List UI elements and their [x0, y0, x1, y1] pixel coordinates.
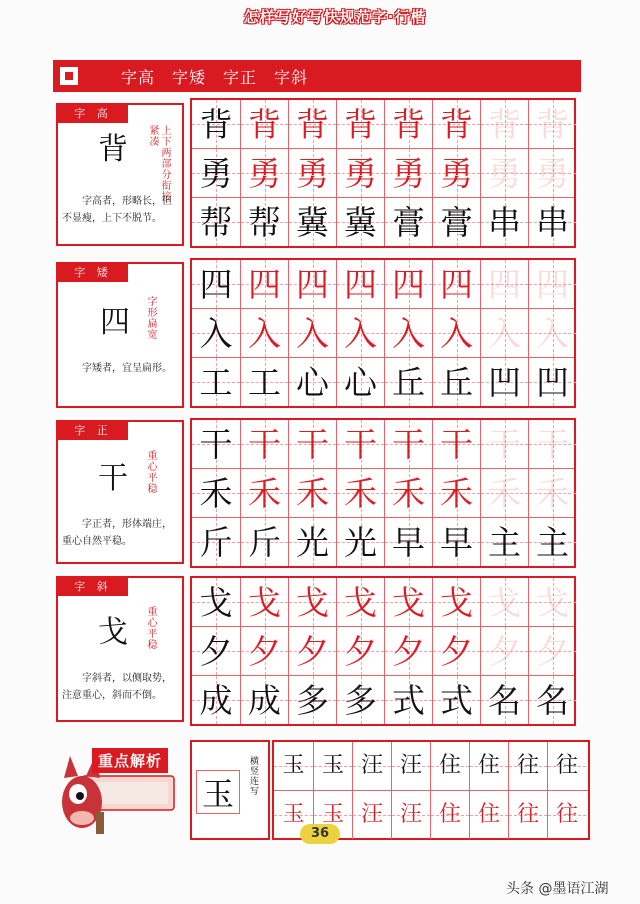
- key-cell: 玉: [313, 791, 352, 839]
- section-card-short: [56, 262, 184, 408]
- practice-grid-short: [190, 258, 576, 408]
- key-cell: 往: [547, 742, 586, 790]
- practice-grid-slanted: [190, 576, 576, 726]
- section-label: 字 斜: [58, 578, 128, 596]
- model-cell: 凹: [480, 358, 528, 406]
- lesson-title-band: [53, 60, 581, 92]
- trace-cell: 夕: [432, 627, 480, 675]
- model-cell: 丘: [432, 358, 480, 406]
- model-cell: 成: [240, 676, 288, 724]
- key-row: [274, 742, 588, 790]
- page-number: 36: [300, 824, 340, 844]
- model-cell: 斤: [192, 518, 240, 566]
- key-cell: 汪: [391, 742, 430, 790]
- model-cell: 工: [192, 358, 240, 406]
- practice-row: [192, 420, 574, 468]
- section-description: 字正者，形体端庄，重心自然平稳。: [62, 519, 172, 547]
- example-char: 背: [98, 132, 128, 167]
- faint-cell: 入: [480, 309, 528, 357]
- practice-row: [192, 626, 574, 675]
- practice-row: [192, 468, 574, 517]
- faint-cell: 背: [528, 100, 576, 148]
- faint-cell: 禾: [528, 469, 576, 517]
- key-cell: 往: [508, 791, 547, 839]
- key-analysis-title: 重点解析: [92, 748, 168, 773]
- trace-cell: 禾: [432, 469, 480, 517]
- model-cell: 斤: [240, 518, 288, 566]
- trace-cell: 戈: [384, 578, 432, 626]
- trace-cell: 入: [240, 309, 288, 357]
- key-cell: 往: [508, 742, 547, 790]
- key-cell: 玉: [274, 791, 313, 839]
- model-cell: 多: [336, 676, 384, 724]
- key-cell: 住: [430, 791, 469, 839]
- trace-cell: 夕: [336, 627, 384, 675]
- trace-cell: 背: [336, 100, 384, 148]
- practice-row: [192, 260, 574, 308]
- model-cell: 冀: [288, 198, 336, 246]
- series-title: 怎样写好写快规范字·行楷: [243, 8, 427, 26]
- practice-row: [192, 675, 574, 724]
- trace-cell: 勇: [288, 149, 336, 197]
- section-description: 字斜者，以侧取势，注意重心，斜而不倒。: [62, 673, 172, 701]
- faint-cell: 勇: [480, 149, 528, 197]
- trace-cell: 干: [384, 420, 432, 468]
- trace-cell: 四: [240, 260, 288, 308]
- model-cell: 干: [192, 420, 240, 468]
- watermark: 头条 @墨语江湖: [506, 881, 609, 897]
- model-cell: 主: [480, 518, 528, 566]
- trace-cell: 入: [336, 309, 384, 357]
- practice-row: [192, 197, 574, 246]
- model-cell: 名: [528, 676, 576, 724]
- section-label: 字 正: [58, 422, 128, 440]
- trace-cell: 干: [336, 420, 384, 468]
- model-cell: 勇: [192, 149, 240, 197]
- section-label: 字 高: [58, 105, 128, 123]
- key-cell: 汪: [352, 791, 391, 839]
- trace-cell: 入: [288, 309, 336, 357]
- key-analysis-char: 玉: [196, 770, 240, 814]
- faint-cell: 四: [480, 260, 528, 308]
- lesson-title: 字高 字矮 字正 字斜: [121, 68, 309, 87]
- faint-cell: 干: [480, 420, 528, 468]
- model-cell: 工: [240, 358, 288, 406]
- practice-row: [192, 357, 574, 406]
- trace-cell: 戈: [432, 578, 480, 626]
- model-cell: 禾: [192, 469, 240, 517]
- key-cell: 玉: [274, 742, 313, 790]
- key-cell: 住: [469, 742, 508, 790]
- model-cell: 四: [192, 260, 240, 308]
- model-cell: 主: [528, 518, 576, 566]
- trace-cell: 四: [288, 260, 336, 308]
- model-cell: 夕: [192, 627, 240, 675]
- faint-cell: 戈: [480, 578, 528, 626]
- trace-cell: 勇: [336, 149, 384, 197]
- trace-cell: 戈: [336, 578, 384, 626]
- model-cell: 多: [288, 676, 336, 724]
- key-cell: 往: [547, 791, 586, 839]
- model-cell: 膏: [432, 198, 480, 246]
- trace-cell: 夕: [384, 627, 432, 675]
- trace-cell: 戈: [288, 578, 336, 626]
- example-char: 干: [98, 461, 128, 496]
- model-cell: 串: [528, 198, 576, 246]
- model-cell: 光: [288, 518, 336, 566]
- practice-grid-upright: [190, 418, 576, 568]
- trace-cell: 四: [432, 260, 480, 308]
- model-cell: 串: [480, 198, 528, 246]
- key-cell: 汪: [352, 742, 391, 790]
- model-cell: 式: [432, 676, 480, 724]
- faint-cell: 背: [480, 100, 528, 148]
- model-cell: 早: [432, 518, 480, 566]
- faint-cell: 禾: [480, 469, 528, 517]
- model-cell: 帮: [192, 198, 240, 246]
- model-cell: 冀: [336, 198, 384, 246]
- practice-row: [192, 308, 574, 357]
- key-cell: 汪: [391, 791, 430, 839]
- practice-row: [192, 148, 574, 197]
- faint-cell: 夕: [528, 627, 576, 675]
- section-card-upright: [56, 420, 184, 564]
- section-tip: 字形扁宽: [145, 296, 156, 340]
- faint-cell: 夕: [480, 627, 528, 675]
- trace-cell: 四: [384, 260, 432, 308]
- faint-cell: 勇: [528, 149, 576, 197]
- trace-cell: 入: [432, 309, 480, 357]
- trace-cell: 背: [432, 100, 480, 148]
- trace-cell: 干: [432, 420, 480, 468]
- practice-row: [192, 100, 574, 148]
- key-cell: 玉: [313, 742, 352, 790]
- trace-cell: 背: [240, 100, 288, 148]
- section-label: 字 矮: [58, 264, 128, 282]
- model-cell: 名: [480, 676, 528, 724]
- model-cell: 背: [192, 100, 240, 148]
- practice-row: [192, 578, 574, 626]
- model-cell: 光: [336, 518, 384, 566]
- key-cell: 住: [430, 742, 469, 790]
- section-description: 字矮者，宜呈扁形。: [82, 363, 172, 374]
- trace-cell: 干: [240, 420, 288, 468]
- example-char: 四: [100, 305, 130, 340]
- trace-cell: 夕: [288, 627, 336, 675]
- model-cell: 早: [384, 518, 432, 566]
- model-cell: 入: [192, 309, 240, 357]
- trace-cell: 勇: [384, 149, 432, 197]
- trace-cell: 背: [384, 100, 432, 148]
- square-bullet-icon: [58, 65, 80, 87]
- model-cell: 心: [336, 358, 384, 406]
- trace-cell: 入: [384, 309, 432, 357]
- section-description: 字高者，形略长，但不显瘦，上下不脱节。: [62, 196, 172, 224]
- trace-cell: 禾: [240, 469, 288, 517]
- key-cell: 住: [469, 791, 508, 839]
- model-cell: 成: [192, 676, 240, 724]
- faint-cell: 戈: [528, 578, 576, 626]
- section-tip: 重心平稳: [145, 450, 156, 494]
- trace-cell: 四: [336, 260, 384, 308]
- model-cell: 帮: [240, 198, 288, 246]
- key-analysis-model: [190, 740, 270, 840]
- trace-cell: 禾: [288, 469, 336, 517]
- faint-cell: 干: [528, 420, 576, 468]
- key-analysis-note: 横竖连写: [248, 756, 258, 796]
- model-cell: 丘: [384, 358, 432, 406]
- section-card-slanted: [56, 576, 184, 722]
- trace-cell: 勇: [432, 149, 480, 197]
- model-cell: 戈: [192, 578, 240, 626]
- trace-cell: 干: [288, 420, 336, 468]
- trace-cell: 禾: [336, 469, 384, 517]
- faint-cell: 四: [528, 260, 576, 308]
- model-cell: 式: [384, 676, 432, 724]
- practice-row: [192, 517, 574, 566]
- model-cell: 凹: [528, 358, 576, 406]
- model-cell: 心: [288, 358, 336, 406]
- section-tip: 上下两部分衔接紧凑: [147, 125, 170, 202]
- trace-cell: 禾: [384, 469, 432, 517]
- key-analysis-emblem: [56, 742, 184, 842]
- example-char: 戈: [98, 615, 128, 650]
- section-tip: 重心平稳: [145, 606, 156, 650]
- trace-cell: 勇: [240, 149, 288, 197]
- faint-cell: 入: [528, 309, 576, 357]
- trace-cell: 戈: [240, 578, 288, 626]
- section-card-tall: [56, 103, 184, 246]
- trace-cell: 背: [288, 100, 336, 148]
- model-cell: 膏: [384, 198, 432, 246]
- trace-cell: 夕: [240, 627, 288, 675]
- practice-grid-tall: [190, 98, 576, 248]
